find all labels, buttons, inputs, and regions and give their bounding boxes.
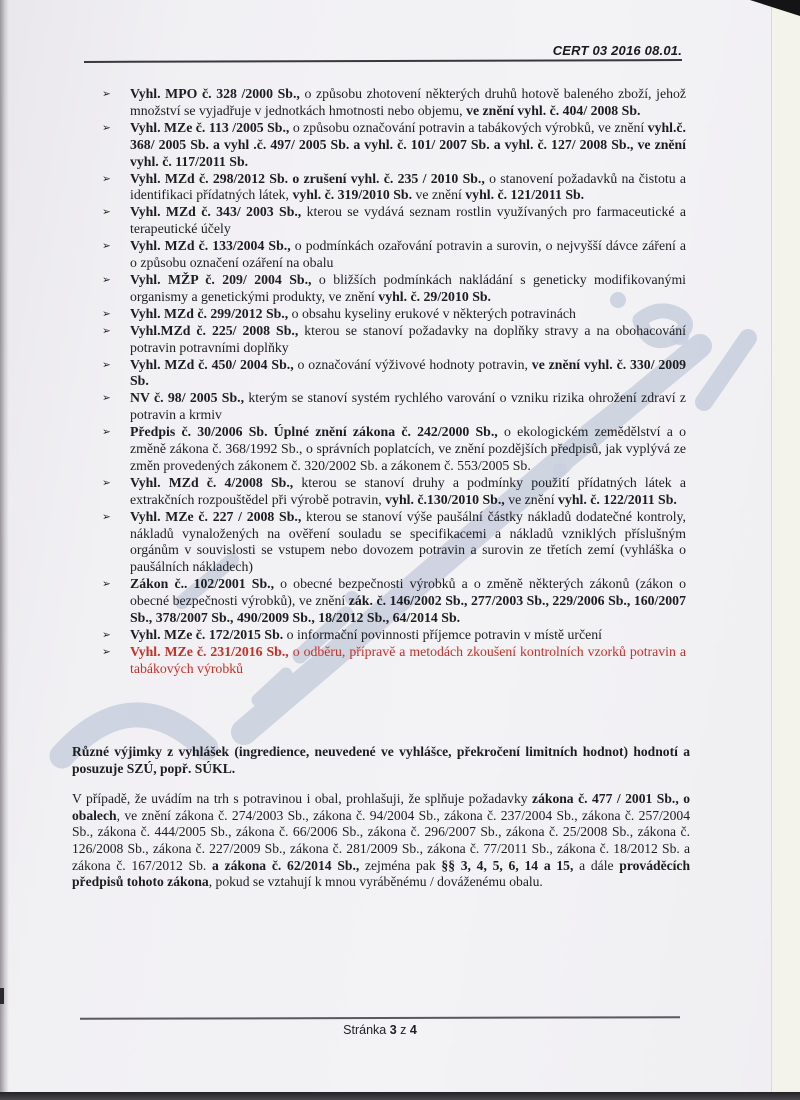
text-run: Vyhl.MZd č. 225/ 2008 Sb., <box>130 322 305 338</box>
text-run: ve znění <box>412 187 466 203</box>
list-item-text <box>130 120 686 171</box>
text-run: Vyhl. MZd č. 4/2008 Sb., <box>130 474 302 490</box>
list-item <box>102 509 686 577</box>
list-item-text <box>130 390 686 424</box>
list-item <box>102 627 686 644</box>
text-run: o bližších podmínkách nakládání s geneticky modifikovanými organismy a genetickými produkty, ve znění <box>130 271 687 304</box>
text-run: Vyhl. MZd č. 299/2012 Sb., <box>130 305 292 321</box>
text-run: 4 <box>409 1023 417 1037</box>
text-run: o stanovení požadavků na čistotu a identifikaci přídatných látek, <box>130 170 687 203</box>
footer-page-label <box>80 1023 680 1037</box>
text-run: ve znění vyhl. č. 330/ 2009 Sb. <box>130 356 686 389</box>
text-run: o obsahu kyseliny erukové v některých potravinách <box>291 305 576 321</box>
text-run: Předpis č. 30/2006 Sb. Úplné znění zákona č. 242/2000 Sb., <box>130 424 504 440</box>
list-item-text <box>130 644 686 678</box>
list-item-text <box>130 627 686 644</box>
text-run: Vyhl. MZd č. 450/ 2004 Sb., <box>130 356 298 372</box>
list-item <box>102 475 686 509</box>
list-item <box>102 204 686 238</box>
text-run: vyhl. č.130/2010 Sb., <box>385 491 509 507</box>
text-run: zejména pak <box>359 857 442 873</box>
arrow-bullet-icon: ➢ <box>102 476 111 489</box>
list-item-text <box>130 509 686 577</box>
text-run: kterou se stanoví požadavky na doplňky stravy a na obohacování potravin potravními doplňky <box>130 322 686 355</box>
arrow-bullet-icon: ➢ <box>102 206 111 219</box>
text-run: o odběru, přípravě a metodách zkoušení kontrolních vzorků potravin a tabákových výrobků <box>130 643 686 676</box>
text-run: kterou se vydává seznam rostlin využívaných pro farmaceutické a terapeutické účely <box>130 204 686 237</box>
arrow-bullet-icon: ➢ <box>102 121 111 134</box>
list-item-text <box>130 357 686 391</box>
arrow-bullet-icon: ➢ <box>102 172 111 185</box>
list-item <box>102 171 686 205</box>
list-item <box>102 323 686 357</box>
text-run: vyhl. č. 29/2010 Sb. <box>378 288 491 304</box>
list-item <box>102 272 686 306</box>
text-run: ve znění vyhl. č. 404/ 2008 Sb. <box>466 102 641 118</box>
arrow-bullet-icon: ➢ <box>102 324 111 337</box>
list-item-text <box>130 86 686 120</box>
text-run: Vyhl. MZe č. 231/2016 Sb., <box>130 643 293 659</box>
text-run: Vyhl. MZd č. 133/2004 Sb., <box>130 238 295 254</box>
list-item-text <box>130 204 686 238</box>
arrow-bullet-icon: ➢ <box>102 273 111 286</box>
arrow-bullet-icon: ➢ <box>102 392 111 405</box>
text-run: Vyhl. MPO č. 328 /2000 Sb., <box>130 86 305 101</box>
text-run: Různé výjimky z vyhlášek (ingredience, neuvedené ve vyhlášce, překročení limitních hodnot) hodnotí a posuzuje SZÚ, popř. SÚKL. <box>72 744 690 776</box>
list-item-text <box>130 238 686 272</box>
text-run: Vyhl. MZe č. 227 / 2008 Sb., <box>130 508 307 524</box>
text-run: , pokud se vztahují k mnou vyráběnému / dováženému obalu. <box>208 874 543 890</box>
list-item-text <box>130 323 686 357</box>
list-item <box>102 306 686 323</box>
text-run: 3 <box>389 1023 397 1037</box>
text-run: vyhl. č. 122/2011 Sb. <box>558 491 677 507</box>
text-run: Zákon č.. 102/2001 Sb., <box>130 576 281 592</box>
arrow-bullet-icon: ➢ <box>102 578 111 591</box>
text-run: §§ 3, 4, 5, 6, 14 a 15, <box>441 857 574 873</box>
list-item-text <box>130 171 686 205</box>
text-run: kterou se stanoví druhy a podmínky použití přídatných látek a extrakčních rozpouštědel při výrobě potravin, <box>130 474 686 507</box>
text-run: a zákona č. 62/2014 Sb., <box>212 857 360 873</box>
list-item <box>102 120 686 171</box>
list-item <box>102 238 686 272</box>
text-run: Vyhl. MŽP č. 209/ 2004 Sb., <box>130 271 319 287</box>
text-run: Vyhl. MZd č. 298/2012 Sb. o zrušení vyhl. č. 235 / 2010 Sb., <box>130 170 490 186</box>
text-run: zákona č. 477 / 2001 Sb., o obalech <box>72 791 690 823</box>
text-run: V případě, že uvádím na trh s potravinou i obal, prohlašuji, že splňuje požadavky <box>72 791 533 807</box>
text-run: vyhl. č. 319/2010 Sb. <box>292 187 413 203</box>
text-run: , ve znění zákona č. 274/2003 Sb., zákona č. 94/2004 Sb., zákona č. 237/2004 Sb., zákona č. 257/2004 Sb., zákona č. 444/2005 Sb., zákona č. 66/2006 Sb., zákona č. 296/2007 Sb., zákona č. 25/2008 Sb., zákona č. 126/2008 Sb., zákona č. 227/2009 Sb., zákona č. 281/2009 Sb., zákona č. 77/2011 Sb., zákona č. 18/2012 Sb. a zákona č. 167/2012 Sb. <box>72 807 690 873</box>
arrow-bullet-icon: ➢ <box>102 629 111 641</box>
list-item-text <box>130 475 686 509</box>
law-list <box>102 86 686 678</box>
list-item <box>102 644 686 678</box>
text-run: o obecné bezpečnosti výrobků a o změně některých zákonů (zákon o obecné bezpečnosti výrobků), ve znění <box>130 576 686 609</box>
list-item <box>102 86 686 120</box>
list-item <box>102 424 686 475</box>
text-run: Vyhl. MZe č. 172/2015 Sb. <box>130 627 287 642</box>
text-run: vyhl.č. 368/ 2005 Sb. a vyhl .č. 497/ 2005 Sb. a vyhl. č. 101/ 2007 Sb. a vyhl. č. 127/ 2008 Sb., ve znění vyhl. č. 117/2011 Sb. <box>130 119 686 169</box>
document-code: CERT 03 2016 08.01. <box>552 43 682 58</box>
paragraph <box>72 744 690 777</box>
text-run: o podmínkách ozařování potravin a surovin, o nejvyšší dávce záření a o způsobu označení ozáření na obalu <box>130 238 686 271</box>
text-run: z <box>396 1023 410 1037</box>
list-item <box>102 390 686 424</box>
text-run: o způsobu označování potravin a tabákových výrobků, ve znění <box>292 119 648 135</box>
list-item <box>102 357 686 391</box>
arrow-bullet-icon: ➢ <box>102 426 111 439</box>
text-run: kterou se stanoví výše paušální částky nákladů dodatečné kontroly, nákladů vynaložených na ověření souladu se specifikacemi a nákladů vzniklých příslušným orgánům v souvislosti se vstupem nebo dovozem potravin a surovin ze třetích zemí (vyhláška o paušálních nákladech) <box>130 508 687 575</box>
text-run: Vyhl. MZd č. 343/ 2003 Sb., <box>130 204 307 220</box>
arrow-bullet-icon: ➢ <box>102 307 111 320</box>
arrow-bullet-icon: ➢ <box>102 510 111 523</box>
text-run: prováděcích předpisů tohoto zákona <box>72 857 691 890</box>
text-run: vyhl. č. 121/2011 Sb. <box>465 187 585 203</box>
text-run: kterým se stanoví systém rychlého varování o vzniku rizika ohrožení zdraví z potravin a krmiv <box>130 390 687 423</box>
paragraph <box>72 791 690 891</box>
list-item <box>102 576 686 627</box>
text-run: o informační povinnosti příjemce potravin v místě určení <box>286 627 602 642</box>
text-run: ve znění <box>508 491 559 507</box>
text-run: NV č. 98/ 2005 Sb., <box>130 390 249 406</box>
arrow-bullet-icon: ➢ <box>102 358 111 371</box>
arrow-bullet-icon: ➢ <box>102 240 111 253</box>
text-run: Vyhl. MZe č. 113 /2005 Sb., <box>130 119 293 135</box>
text-run: o označování výživové hodnoty potravin, <box>297 356 532 372</box>
text-run: o způsobu zhotovení některých druhů hotově baleného zboží, jehož množství se vyjadřuje v jednotkách hmotnosti nebo objemu, <box>130 86 686 118</box>
paragraphs <box>72 744 690 891</box>
list-item-text <box>130 424 686 475</box>
text-run: Stránka <box>343 1023 390 1037</box>
text-run: zák. č. 146/2002 Sb., 277/2003 Sb., 229/2006 Sb., 160/2007 Sb., 378/2007 Sb., 490/2009 Sb., 18/2012 Sb., 64/2014 Sb. <box>130 593 686 626</box>
text-run: o ekologickém zemědělství a o změně zákona č. 368/1992 Sb., o správních poplatcích, ve znění pozdějších předpisů, jak vyplývá ze změn provedených zákonem č. 320/2002 Sb. a zákonem č. 553/2005 Sb. <box>130 424 687 473</box>
arrow-bullet-icon: ➢ <box>102 645 111 658</box>
arrow-bullet-icon: ➢ <box>102 88 111 100</box>
list-item-text <box>130 272 686 306</box>
list-item-text <box>130 576 686 627</box>
list-item-text <box>130 306 686 323</box>
text-run: a dále <box>573 857 620 873</box>
